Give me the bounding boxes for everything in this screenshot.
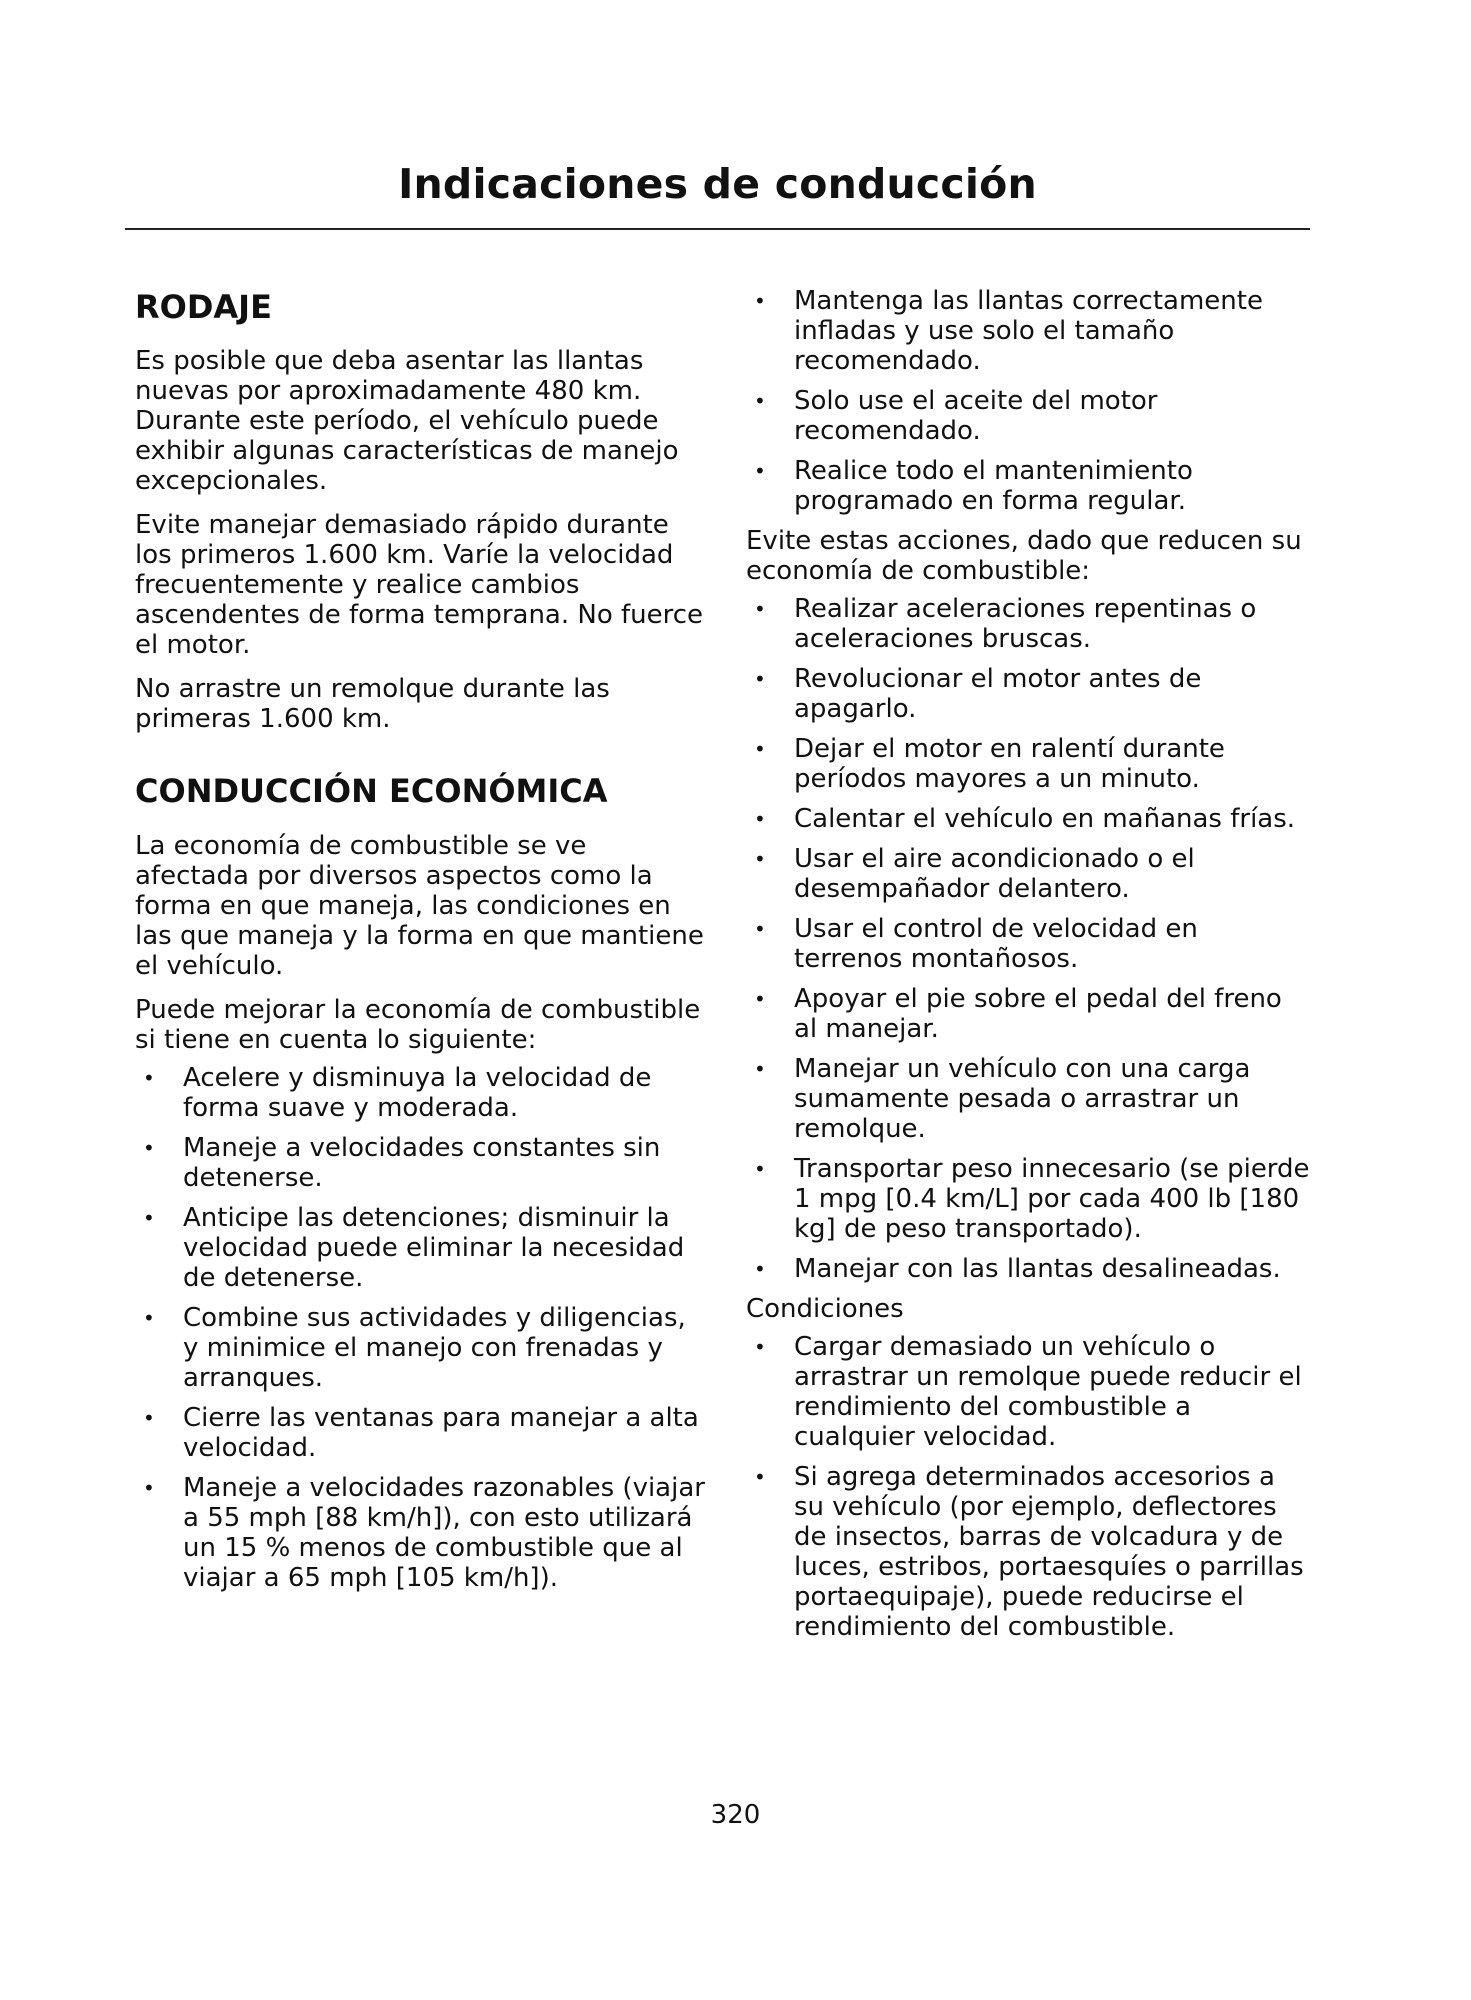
bullet-icon: • (143, 1065, 155, 1090)
list-item (746, 664, 1311, 724)
list-item (135, 1473, 705, 1593)
bullet-icon: • (754, 1057, 766, 1081)
list-item (746, 1054, 1311, 1144)
list-item (746, 734, 1311, 794)
title-divider (125, 228, 1310, 230)
bullet-icon: • (143, 1475, 155, 1500)
bullet-icon: • (754, 917, 766, 941)
right-column (746, 286, 1311, 1652)
list-item-text: Realice todo el mantenimiento programado en forma regular. (794, 456, 1193, 516)
list-item-text: Anticipe las detenciones; disminuir la velocidad puede eliminar la necesidad de detenerse. (183, 1202, 685, 1293)
bullet-icon: • (754, 1335, 766, 1359)
list-item-text: Revolucionar el motor antes de apagarlo. (794, 664, 1202, 724)
bullet-icon: • (754, 389, 766, 413)
bullet-icon: • (754, 289, 766, 313)
economica-paragraph: La economía de combustible se ve afectada por diversos aspectos como la forma en que maneja, las condiciones en las que maneja y la forma en que mantiene el vehículo. (135, 830, 704, 981)
list-item-text: Maneje a velocidades razonables (viajar a 55 mph [88 km/h]), con esto utilizará un 15 % menos de combustible que al viajar a 65 mph [105 km/h]). (183, 1472, 705, 1593)
list-item-text: Cargar demasiado un vehículo o arrastrar un remolque puede reducir el rendimiento del combustible a cualquier velocidad. (794, 1332, 1302, 1452)
bullet-icon: • (754, 459, 766, 483)
list-item-text: Maneje a velocidades constantes sin detenerse. (183, 1132, 661, 1193)
list-item-text: Calentar el vehículo en mañanas frías. (794, 804, 1296, 834)
section-heading-rodaje: RODAJE (135, 288, 272, 326)
bullet-icon: • (143, 1405, 155, 1430)
economy-tips-list (135, 1063, 705, 1593)
bullet-icon: • (143, 1205, 155, 1230)
list-item (746, 286, 1311, 376)
list-item-text: Cierre las ventanas para manejar a alta velocidad. (183, 1402, 699, 1463)
list-item-text: Usar el aire acondicionado o el desempañador delantero. (794, 844, 1195, 904)
avoid-actions-list (746, 594, 1311, 1284)
list-item-text: Mantenga las llantas correctamente infladas y use solo el tamaño recomendado. (794, 286, 1263, 376)
list-item (746, 456, 1311, 516)
section-heading-conduccion-economica: CONDUCCIÓN ECONÓMICA (135, 772, 608, 811)
list-item (135, 1133, 705, 1193)
rodaje-paragraph: No arrastre un remolque durante las primeras 1.600 km. (135, 674, 610, 735)
page-title: Indicaciones de conducción (398, 160, 1037, 208)
list-item (746, 844, 1311, 904)
conditions-label: Condiciones (746, 1294, 904, 1324)
list-item-text: Acelere y disminuya la velocidad de forma suave y moderada. (183, 1062, 652, 1123)
list-item-text: Combine sus actividades y diligencias, y minimice el manejo con frenadas y arranques. (183, 1302, 686, 1393)
rodaje-paragraph: Evite manejar demasiado rápido durante los primeros 1.600 km. Varíe la velocidad frecuentemente y realice cambios ascendentes de forma temprana. No fuerce el motor. (135, 510, 704, 661)
list-item (746, 386, 1311, 446)
list-item (746, 1254, 1311, 1284)
page-number: 320 (710, 1800, 761, 1830)
list-item-text: Dejar el motor en ralentí durante períodos mayores a un minuto. (794, 734, 1225, 794)
conditions-list (746, 1332, 1311, 1642)
list-item-text: Manejar con las llantas desalineadas. (794, 1254, 1281, 1284)
list-item (135, 1303, 705, 1393)
list-item (135, 1203, 705, 1293)
bullet-icon: • (143, 1135, 155, 1160)
bullet-icon: • (754, 597, 766, 621)
economica-paragraph: Puede mejorar la economía de combustible si tiene en cuenta lo siguiente: (135, 994, 701, 1055)
list-item (135, 1403, 705, 1463)
maintenance-tips-list (746, 286, 1311, 516)
rodaje-paragraph: Es posible que deba asentar las llantas nuevas por aproximadamente 480 km. Durante este período, el vehículo puede exhibir algunas características de manejo excepcionales. (135, 346, 679, 497)
bullet-icon: • (754, 667, 766, 691)
list-item (746, 1154, 1311, 1244)
bullet-icon: • (754, 1257, 766, 1281)
left-column (135, 280, 705, 1603)
list-item (746, 1462, 1311, 1642)
bullet-icon: • (754, 1465, 766, 1489)
bullet-icon: • (754, 987, 766, 1011)
bullet-icon: • (754, 807, 766, 831)
list-item (746, 984, 1311, 1044)
list-item-text: Usar el control de velocidad en terrenos montañosos. (794, 914, 1198, 974)
bullet-icon: • (143, 1305, 155, 1330)
list-item (135, 1063, 705, 1123)
list-item (746, 804, 1311, 834)
list-item-text: Transportar peso innecesario (se pierde 1 mpg [0.4 km/L] por cada 400 lb [180 kg] de peso transportado). (794, 1154, 1310, 1244)
bullet-icon: • (754, 847, 766, 871)
bullet-icon: • (754, 1157, 766, 1181)
list-item (746, 594, 1311, 654)
list-item (746, 1332, 1311, 1452)
list-item-text: Apoyar el pie sobre el pedal del freno al manejar. (794, 984, 1282, 1044)
list-item (746, 914, 1311, 974)
bullet-icon: • (754, 737, 766, 761)
list-item-text: Solo use el aceite del motor recomendado. (794, 386, 1158, 446)
list-item-text: Si agrega determinados accesorios a su vehículo (por ejemplo, deflectores de insectos, barras de volcadura y de luces, estribos, portaesquíes o parrillas portaequipaje), puede reducirse el rendimiento del combustible. (794, 1462, 1304, 1642)
list-item-text: Manejar un vehículo con una carga sumamente pesada o arrastrar un remolque. (794, 1054, 1251, 1144)
avoid-intro-paragraph: Evite estas acciones, dado que reducen su economía de combustible: (746, 526, 1302, 586)
list-item-text: Realizar aceleraciones repentinas o aceleraciones bruscas. (794, 594, 1257, 654)
